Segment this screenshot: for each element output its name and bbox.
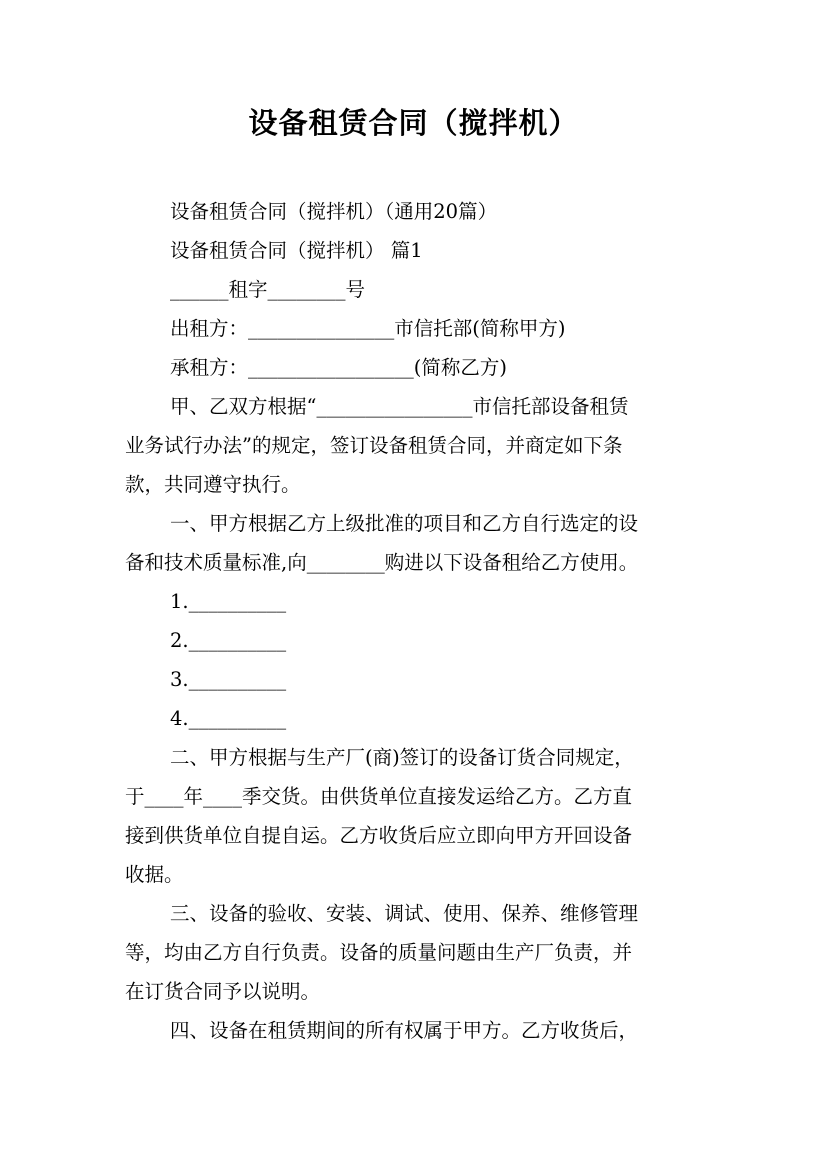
section-heading: 设备租赁合同（搅拌机） 篇1 xyxy=(170,239,423,262)
paragraph-clause-2 xyxy=(125,738,707,894)
list-item: 2.__________ xyxy=(170,629,287,652)
paragraph-line: 款，共同遵守执行。 xyxy=(125,473,301,496)
equipment-list xyxy=(125,582,707,738)
paragraph-line: 备和技术质量标准,向________购进以下设备租给乙方使用。 xyxy=(125,551,639,574)
list-item: 4.__________ xyxy=(170,707,287,730)
document-body xyxy=(125,192,707,1050)
contract-number-line: ______租字________号 xyxy=(170,278,366,301)
lessee-line: 承租方：_________________(简称乙方) xyxy=(170,356,507,379)
lessor-line: 出租方：_______________市信托部(简称甲方) xyxy=(170,317,566,340)
paragraph-line: 甲、乙双方根据“________________市信托部设备租赁 xyxy=(170,395,629,418)
paragraph-clause-4 xyxy=(125,1011,707,1050)
paragraph-line: 等，均由乙方自行负责。设备的质量问题由生产厂负责，并 xyxy=(125,941,633,964)
subtitle-line: 设备租赁合同（搅拌机）（通用20篇） xyxy=(170,200,498,223)
paragraph-line: 收据。 xyxy=(125,863,184,886)
paragraph-line: 二、甲方根据与生产厂(商)签订的设备订货合同规定， xyxy=(170,746,634,769)
list-item: 3.__________ xyxy=(170,668,287,691)
paragraph-line: 于____年____季交货。由供货单位直接发运给乙方。乙方直 xyxy=(125,785,633,808)
paragraph-line: 在订货合同予以说明。 xyxy=(125,980,321,1003)
paragraph-line: 业务试行办法”的规定，签订设备租赁合同，并商定如下条 xyxy=(125,434,623,457)
paragraph-line: 四、设备在租赁期间的所有权属于甲方。乙方收货后， xyxy=(170,1019,639,1042)
paragraph-clause-3 xyxy=(125,894,707,1011)
paragraph-line: 三、设备的验收、安装、调试、使用、保养、维修管理 xyxy=(170,902,639,925)
document-title: 设备租赁合同（搅拌机） xyxy=(248,106,579,140)
paragraph-line: 接到供货单位自提自运。乙方收货后应立即向甲方开回设备 xyxy=(125,824,633,847)
paragraph-preamble xyxy=(125,387,707,504)
paragraph-clause-1 xyxy=(125,504,707,582)
paragraph-line: 一、甲方根据乙方上级批准的项目和乙方自行选定的设 xyxy=(170,512,639,535)
list-item: 1.__________ xyxy=(170,590,287,613)
